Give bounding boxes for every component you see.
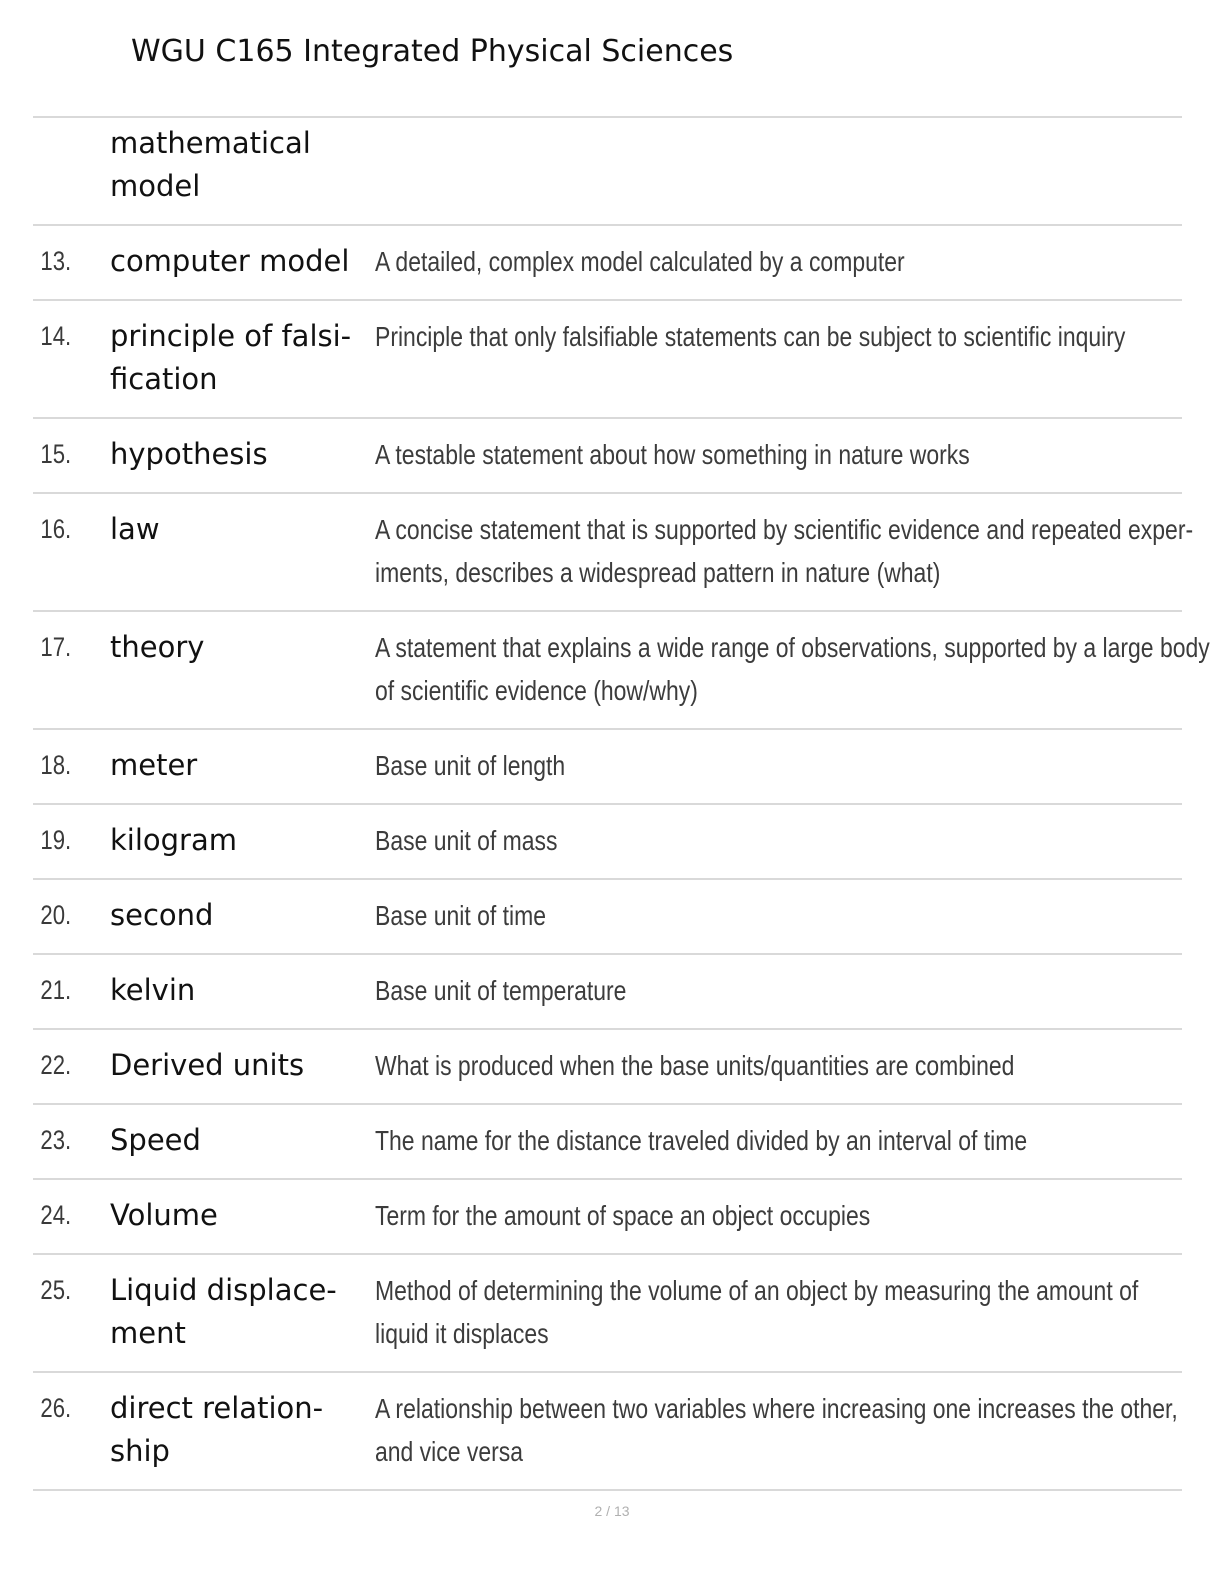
card-term bbox=[110, 1194, 375, 1237]
card-number: 20. bbox=[40, 900, 72, 930]
card-definition-line: A relationship between two variables where increasing one increases the other, bbox=[375, 1393, 1178, 1424]
card-number: 14. bbox=[40, 321, 72, 351]
card-term-line: computer model bbox=[110, 244, 350, 278]
card-definition-line: Principle that only falsifiable statements can be subject to scientific inquiry bbox=[375, 321, 1126, 352]
card-definition-line: Base unit of temperature bbox=[375, 975, 627, 1006]
card-term bbox=[110, 1387, 375, 1473]
card-row bbox=[33, 118, 1182, 226]
card-term bbox=[110, 969, 375, 1012]
card-number: 19. bbox=[40, 825, 72, 855]
card-number: 16. bbox=[40, 514, 72, 544]
card-number: 25. bbox=[40, 1275, 72, 1305]
card-term bbox=[110, 626, 375, 669]
card-definition bbox=[375, 1387, 1224, 1473]
card-definition-line: A testable statement about how something in nature works bbox=[375, 439, 970, 470]
card-definition bbox=[375, 508, 1224, 594]
card-row bbox=[33, 880, 1182, 955]
card-row bbox=[33, 301, 1182, 419]
card-row bbox=[33, 730, 1182, 805]
card-definition-line: A concise statement that is supported by scientific evidence and repeated exper- bbox=[375, 514, 1194, 545]
card-definition bbox=[375, 626, 1224, 712]
card-term-line: second bbox=[110, 898, 214, 932]
card-term-line: principle of falsi- bbox=[110, 319, 352, 353]
card-term bbox=[110, 315, 375, 401]
card-definition bbox=[375, 1194, 1182, 1237]
card-row bbox=[33, 1180, 1182, 1255]
card-term-line: law bbox=[110, 512, 160, 546]
card-definition bbox=[375, 122, 1182, 165]
page-indicator: 2 / 13 bbox=[594, 1503, 630, 1519]
flashcard-table bbox=[33, 116, 1210, 1491]
card-term bbox=[110, 240, 375, 283]
card-row bbox=[33, 1373, 1182, 1491]
card-definition-line: Base unit of time bbox=[375, 900, 547, 931]
card-number: 13. bbox=[40, 246, 72, 276]
card-definition-line: liquid it displaces bbox=[375, 1318, 549, 1349]
card-number: 21. bbox=[40, 975, 72, 1005]
card-definition bbox=[375, 1044, 1182, 1087]
card-row bbox=[33, 1030, 1182, 1105]
card-row bbox=[33, 419, 1182, 494]
card-number: 26. bbox=[40, 1393, 72, 1423]
card-term bbox=[110, 1044, 375, 1087]
card-term-line: Liquid displace- bbox=[110, 1273, 337, 1307]
card-number: 15. bbox=[40, 439, 72, 469]
card-term-line: Speed bbox=[110, 1123, 201, 1157]
card-row bbox=[33, 805, 1182, 880]
card-definition bbox=[375, 894, 1182, 937]
card-term-line: model bbox=[110, 169, 201, 203]
card-definition bbox=[375, 433, 1182, 476]
card-definition-line: of scientific evidence (how/why) bbox=[375, 675, 698, 706]
card-number: 24. bbox=[40, 1200, 72, 1230]
card-term-line: direct relation- bbox=[110, 1391, 324, 1425]
card-row bbox=[33, 494, 1194, 612]
card-term-line: kilogram bbox=[110, 823, 238, 857]
card-row bbox=[33, 1255, 1182, 1373]
card-definition-line: Term for the amount of space an object occupies bbox=[375, 1200, 871, 1231]
card-row bbox=[33, 955, 1182, 1030]
card-definition-line: A detailed, complex model calculated by a computer bbox=[375, 246, 905, 277]
card-definition bbox=[375, 1119, 1184, 1162]
card-term-line: meter bbox=[110, 748, 198, 782]
card-definition-line: What is produced when the base units/quantities are combined bbox=[375, 1050, 1015, 1081]
card-definition bbox=[375, 969, 1182, 1012]
card-term-line: ment bbox=[110, 1316, 186, 1350]
card-row bbox=[33, 612, 1210, 730]
card-term bbox=[110, 122, 375, 208]
card-term bbox=[110, 433, 375, 476]
card-number: 17. bbox=[40, 632, 72, 662]
card-term-line: fication bbox=[110, 362, 218, 396]
card-term-line: mathematical bbox=[110, 126, 311, 160]
card-definition-line: Base unit of mass bbox=[375, 825, 558, 856]
card-definition-line: The name for the distance traveled divided by an interval of time bbox=[375, 1125, 1028, 1156]
card-term-line: Volume bbox=[110, 1198, 218, 1232]
card-term bbox=[110, 508, 375, 551]
card-definition bbox=[375, 1269, 1224, 1355]
card-term bbox=[110, 1269, 375, 1355]
card-term bbox=[110, 894, 375, 937]
card-definition bbox=[375, 240, 1182, 283]
card-term-line: theory bbox=[110, 630, 205, 664]
card-row bbox=[33, 1105, 1182, 1180]
card-number: 18. bbox=[40, 750, 72, 780]
card-term bbox=[110, 744, 375, 787]
card-definition bbox=[375, 744, 1182, 787]
card-definition-line: and vice versa bbox=[375, 1436, 524, 1467]
card-term-line: kelvin bbox=[110, 973, 196, 1007]
card-definition bbox=[375, 315, 1224, 358]
card-definition-line: A statement that explains a wide range of observations, supported by a large body bbox=[375, 632, 1210, 663]
card-definition-line: Method of determining the volume of an object by measuring the amount of bbox=[375, 1275, 1139, 1306]
card-number: 23. bbox=[40, 1125, 72, 1155]
card-term-line: Derived units bbox=[110, 1048, 305, 1082]
card-term-line: hypothesis bbox=[110, 437, 268, 471]
card-term-line: ship bbox=[110, 1434, 170, 1468]
card-definition-line: iments, describes a widespread pattern in nature (what) bbox=[375, 557, 941, 588]
card-row bbox=[33, 226, 1182, 301]
card-definition bbox=[375, 819, 1182, 862]
card-term bbox=[110, 1119, 375, 1162]
card-definition-line: Base unit of length bbox=[375, 750, 566, 781]
card-number: 22. bbox=[40, 1050, 72, 1080]
card-term bbox=[110, 819, 375, 862]
document-title: WGU C165 Integrated Physical Sciences bbox=[131, 34, 734, 69]
